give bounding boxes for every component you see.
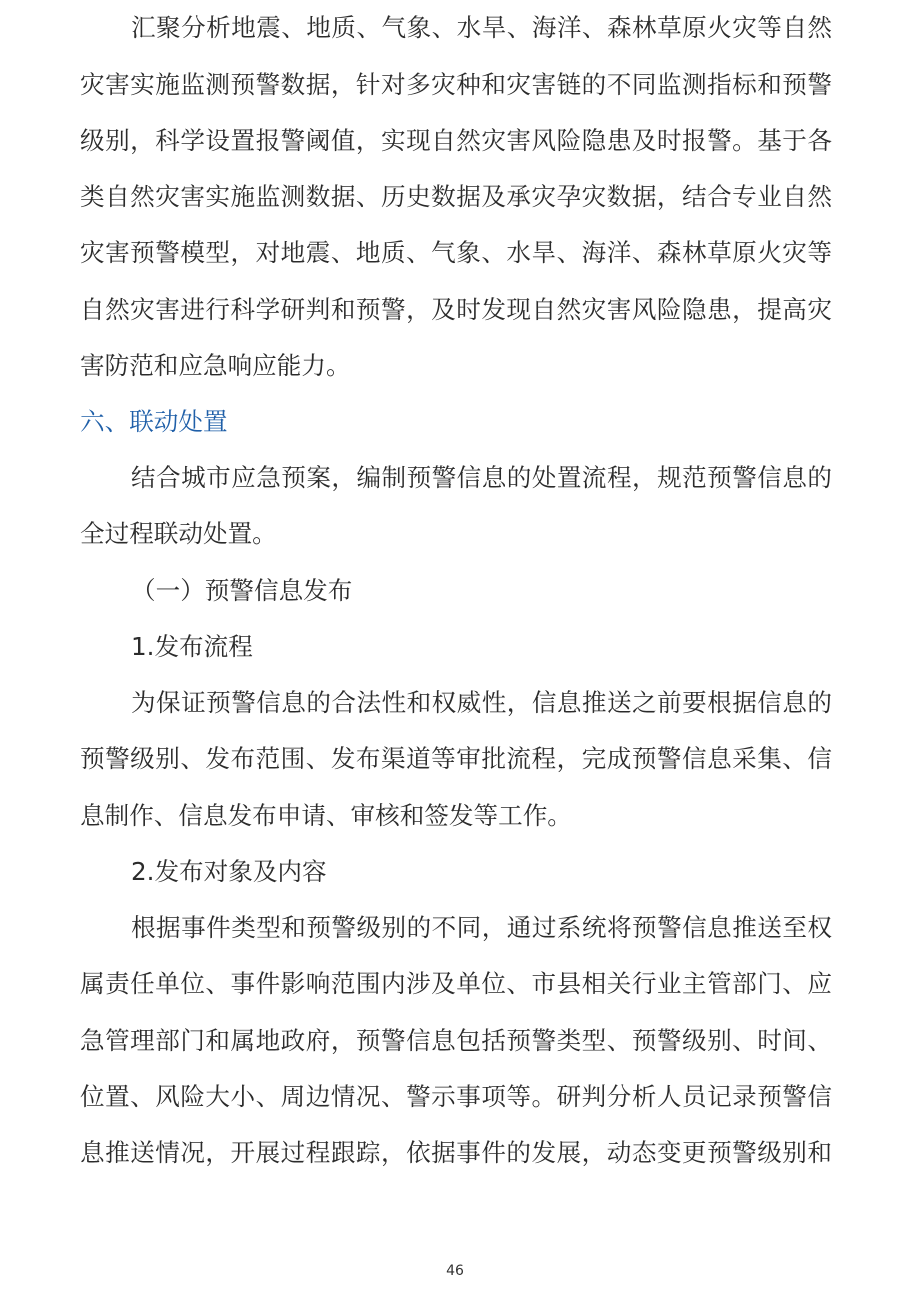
paragraph-line: 灾害实施监测预警数据，针对多灾种和灾害链的不同监测指标和预警 (80, 70, 832, 99)
paragraph-line: 根据事件类型和预警级别的不同，通过系统将预警信息推送至权 (131, 913, 832, 942)
paragraph-line: 全过程联动处置。 (80, 519, 277, 548)
paragraph-line: 汇聚分析地震、地质、气象、水旱、海洋、森林草原火灾等自然 (131, 13, 832, 42)
paragraph-line: 为保证预警信息的合法性和权威性，信息推送之前要根据信息的 (131, 688, 832, 717)
paragraph-line: 自然灾害进行科学研判和预警，及时发现自然灾害风险隐患，提高灾 (80, 295, 832, 324)
item-heading: 2.发布对象及内容 (131, 857, 327, 886)
paragraph-line: 位置、风险大小、周边情况、警示事项等。研判分析人员记录预警信 (80, 1082, 832, 1111)
paragraph-line: 属责任单位、事件影响范围内涉及单位、市县相关行业主管部门、应 (80, 969, 832, 998)
paragraph-line: 息制作、信息发布申请、审核和签发等工作。 (80, 801, 572, 830)
paragraph-line: 预警级别、发布范围、发布渠道等审批流程，完成预警信息采集、信 (80, 744, 832, 773)
paragraph-line: 害防范和应急响应能力。 (80, 351, 351, 380)
page-number: 46 (446, 1263, 464, 1279)
section-heading: 六、联动处置 (80, 407, 228, 436)
paragraph-line: 类自然灾害实施监测数据、历史数据及承灾孕灾数据，结合专业自然 (80, 182, 832, 211)
paragraph-line: 急管理部门和属地政府，预警信息包括预警类型、预警级别、时间、 (80, 1026, 832, 1055)
paragraph-line: 灾害预警模型，对地震、地质、气象、水旱、海洋、森林草原火灾等 (80, 238, 832, 267)
item-heading: 1.发布流程 (131, 632, 253, 661)
subsection-heading: （一）预警信息发布 (131, 576, 353, 605)
paragraph-line: 息推送情况，开展过程跟踪，依据事件的发展，动态变更预警级别和 (80, 1138, 832, 1167)
paragraph-line: 级别，科学设置报警阈值，实现自然灾害风险隐患及时报警。基于各 (80, 126, 832, 155)
paragraph-line: 结合城市应急预案，编制预警信息的处置流程，规范预警信息的 (131, 463, 832, 492)
